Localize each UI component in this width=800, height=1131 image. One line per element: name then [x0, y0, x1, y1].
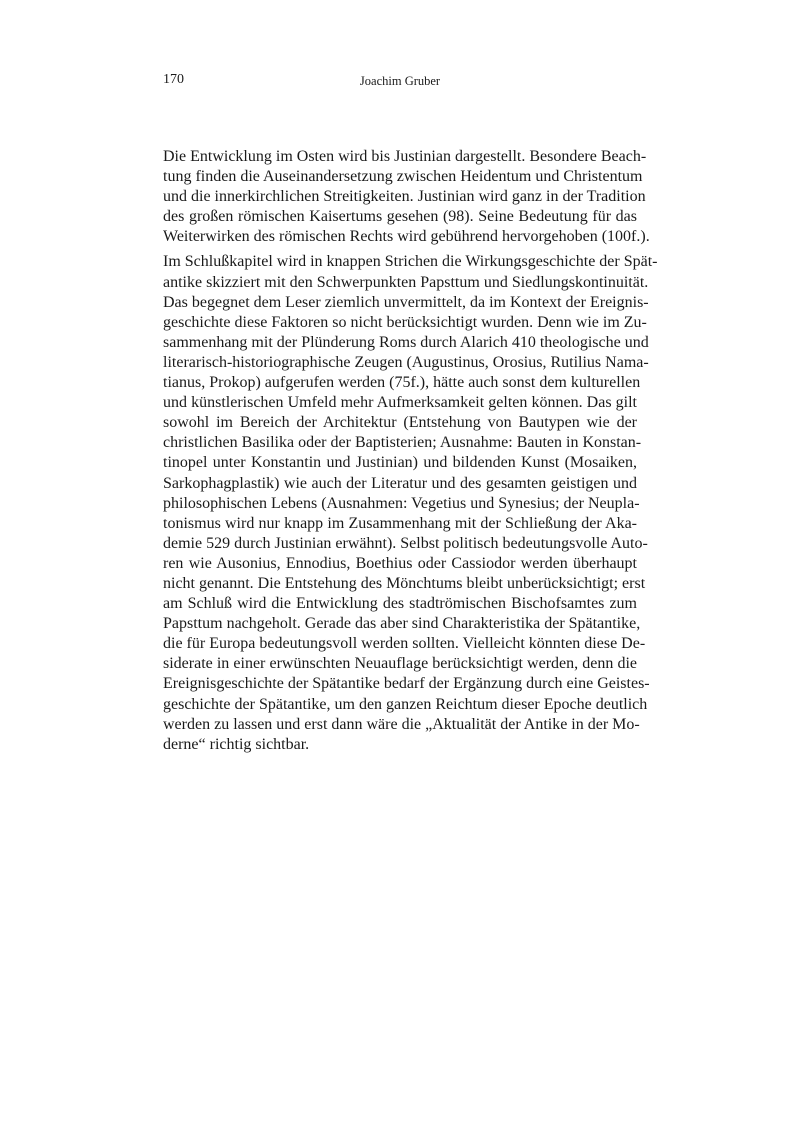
text-line: tianus, Prokop) aufgerufen werden (75f.), hätte auch sonst dem kulturellen	[163, 374, 641, 392]
text-line: nicht genannt. Die Entstehung des Mönchtums bleibt unberücksichtigt; erst	[163, 574, 646, 592]
text-line: sammenhang mit der Plünderung Roms durch Alarich 410 theologische und	[163, 333, 649, 351]
text-line: Ereignisgeschichte der Spätantike bedarf der Ergänzung durch eine Geistes-	[163, 675, 650, 693]
text-line: geschichte diese Faktoren so nicht berücksichtigt wurden. Denn wie im Zu-	[163, 313, 647, 331]
text-line: Weiterwirken des römischen Rechts wird gebührend hervorgehoben (100f.).	[163, 228, 650, 246]
text-line: Papsttum nachgeholt. Gerade das aber sind Charakteristika der Spätantike,	[163, 615, 641, 633]
text-line: Das begegnet dem Leser ziemlich unvermittelt, da im Kontext der Ereignis-	[163, 293, 649, 311]
text-line: des großen römischen Kaisertums gesehen (98). Seine Bedeutung für das	[163, 208, 637, 226]
body-text	[163, 147, 658, 760]
text-line: Sarkophagplastik) wie auch der Literatur und des gesamten geistigen und	[163, 474, 637, 492]
text-line: sowohl im Bereich der Architektur (Entstehung von Bautypen wie der	[163, 414, 637, 432]
text-line: tinopel unter Konstantin und Justinian) und bildenden Kunst (Mosaiken,	[163, 454, 637, 472]
text-line: demie 529 durch Justinian erwähnt). Selbst politisch bedeutungsvolle Auto-	[163, 534, 648, 552]
text-line: literarisch-historiographische Zeugen (Augustinus, Orosius, Rutilius Nama-	[163, 353, 649, 371]
text-line: christlichen Basilika oder der Baptisterien; Ausnahme: Bauten in Konstan-	[163, 434, 642, 452]
running-head: Joachim Gruber	[359, 74, 441, 88]
text-line: tung finden die Auseinandersetzung zwischen Heidentum und Christentum	[163, 168, 643, 186]
paragraph	[163, 147, 650, 247]
text-line: tonismus wird nur knapp im Zusammenhang mit der Schließung der Aka-	[163, 514, 637, 532]
text-line: derne“ richtig sichtbar.	[163, 735, 310, 753]
text-line: philosophischen Lebens (Ausnahmen: Vegetius und Synesius; der Neupla-	[163, 494, 640, 512]
text-line: die für Europa bedeutungsvoll werden sollten. Vielleicht könnten diese De-	[163, 635, 646, 653]
text-line: am Schluß wird die Entwicklung des stadtrömischen Bischofsamtes zum	[163, 595, 637, 613]
text-line: ren wie Ausonius, Ennodius, Boethius oder Cassiodor werden überhaupt	[163, 554, 637, 572]
text-line: antike skizziert mit den Schwerpunkten Papsttum und Siedlungskontinuität.	[163, 273, 649, 291]
text-line: und künstlerischen Umfeld mehr Aufmerksamkeit gelten können. Das gilt	[163, 394, 637, 412]
text-line: Im Schlußkapitel wird in knappen Strichen die Wirkungsgeschichte der Spät-	[163, 253, 658, 271]
text-line: Die Entwicklung im Osten wird bis Justinian dargestellt. Besondere Beach-	[163, 148, 647, 165]
paragraph	[163, 252, 658, 754]
page-number: 170	[163, 72, 184, 87]
text-line: und die innerkirchlichen Streitigkeiten. Justinian wird ganz in der Tradition	[163, 188, 646, 206]
text-line: werden zu lassen und erst dann wäre die „Aktualität der Antike in der Mo-	[163, 715, 640, 733]
text-line: siderate in einer erwünschten Neuauflage berücksichtigt werden, denn die	[163, 655, 637, 673]
text-line: geschichte der Spätantike, um den ganzen Reichtum dieser Epoche deutlich	[163, 695, 648, 713]
